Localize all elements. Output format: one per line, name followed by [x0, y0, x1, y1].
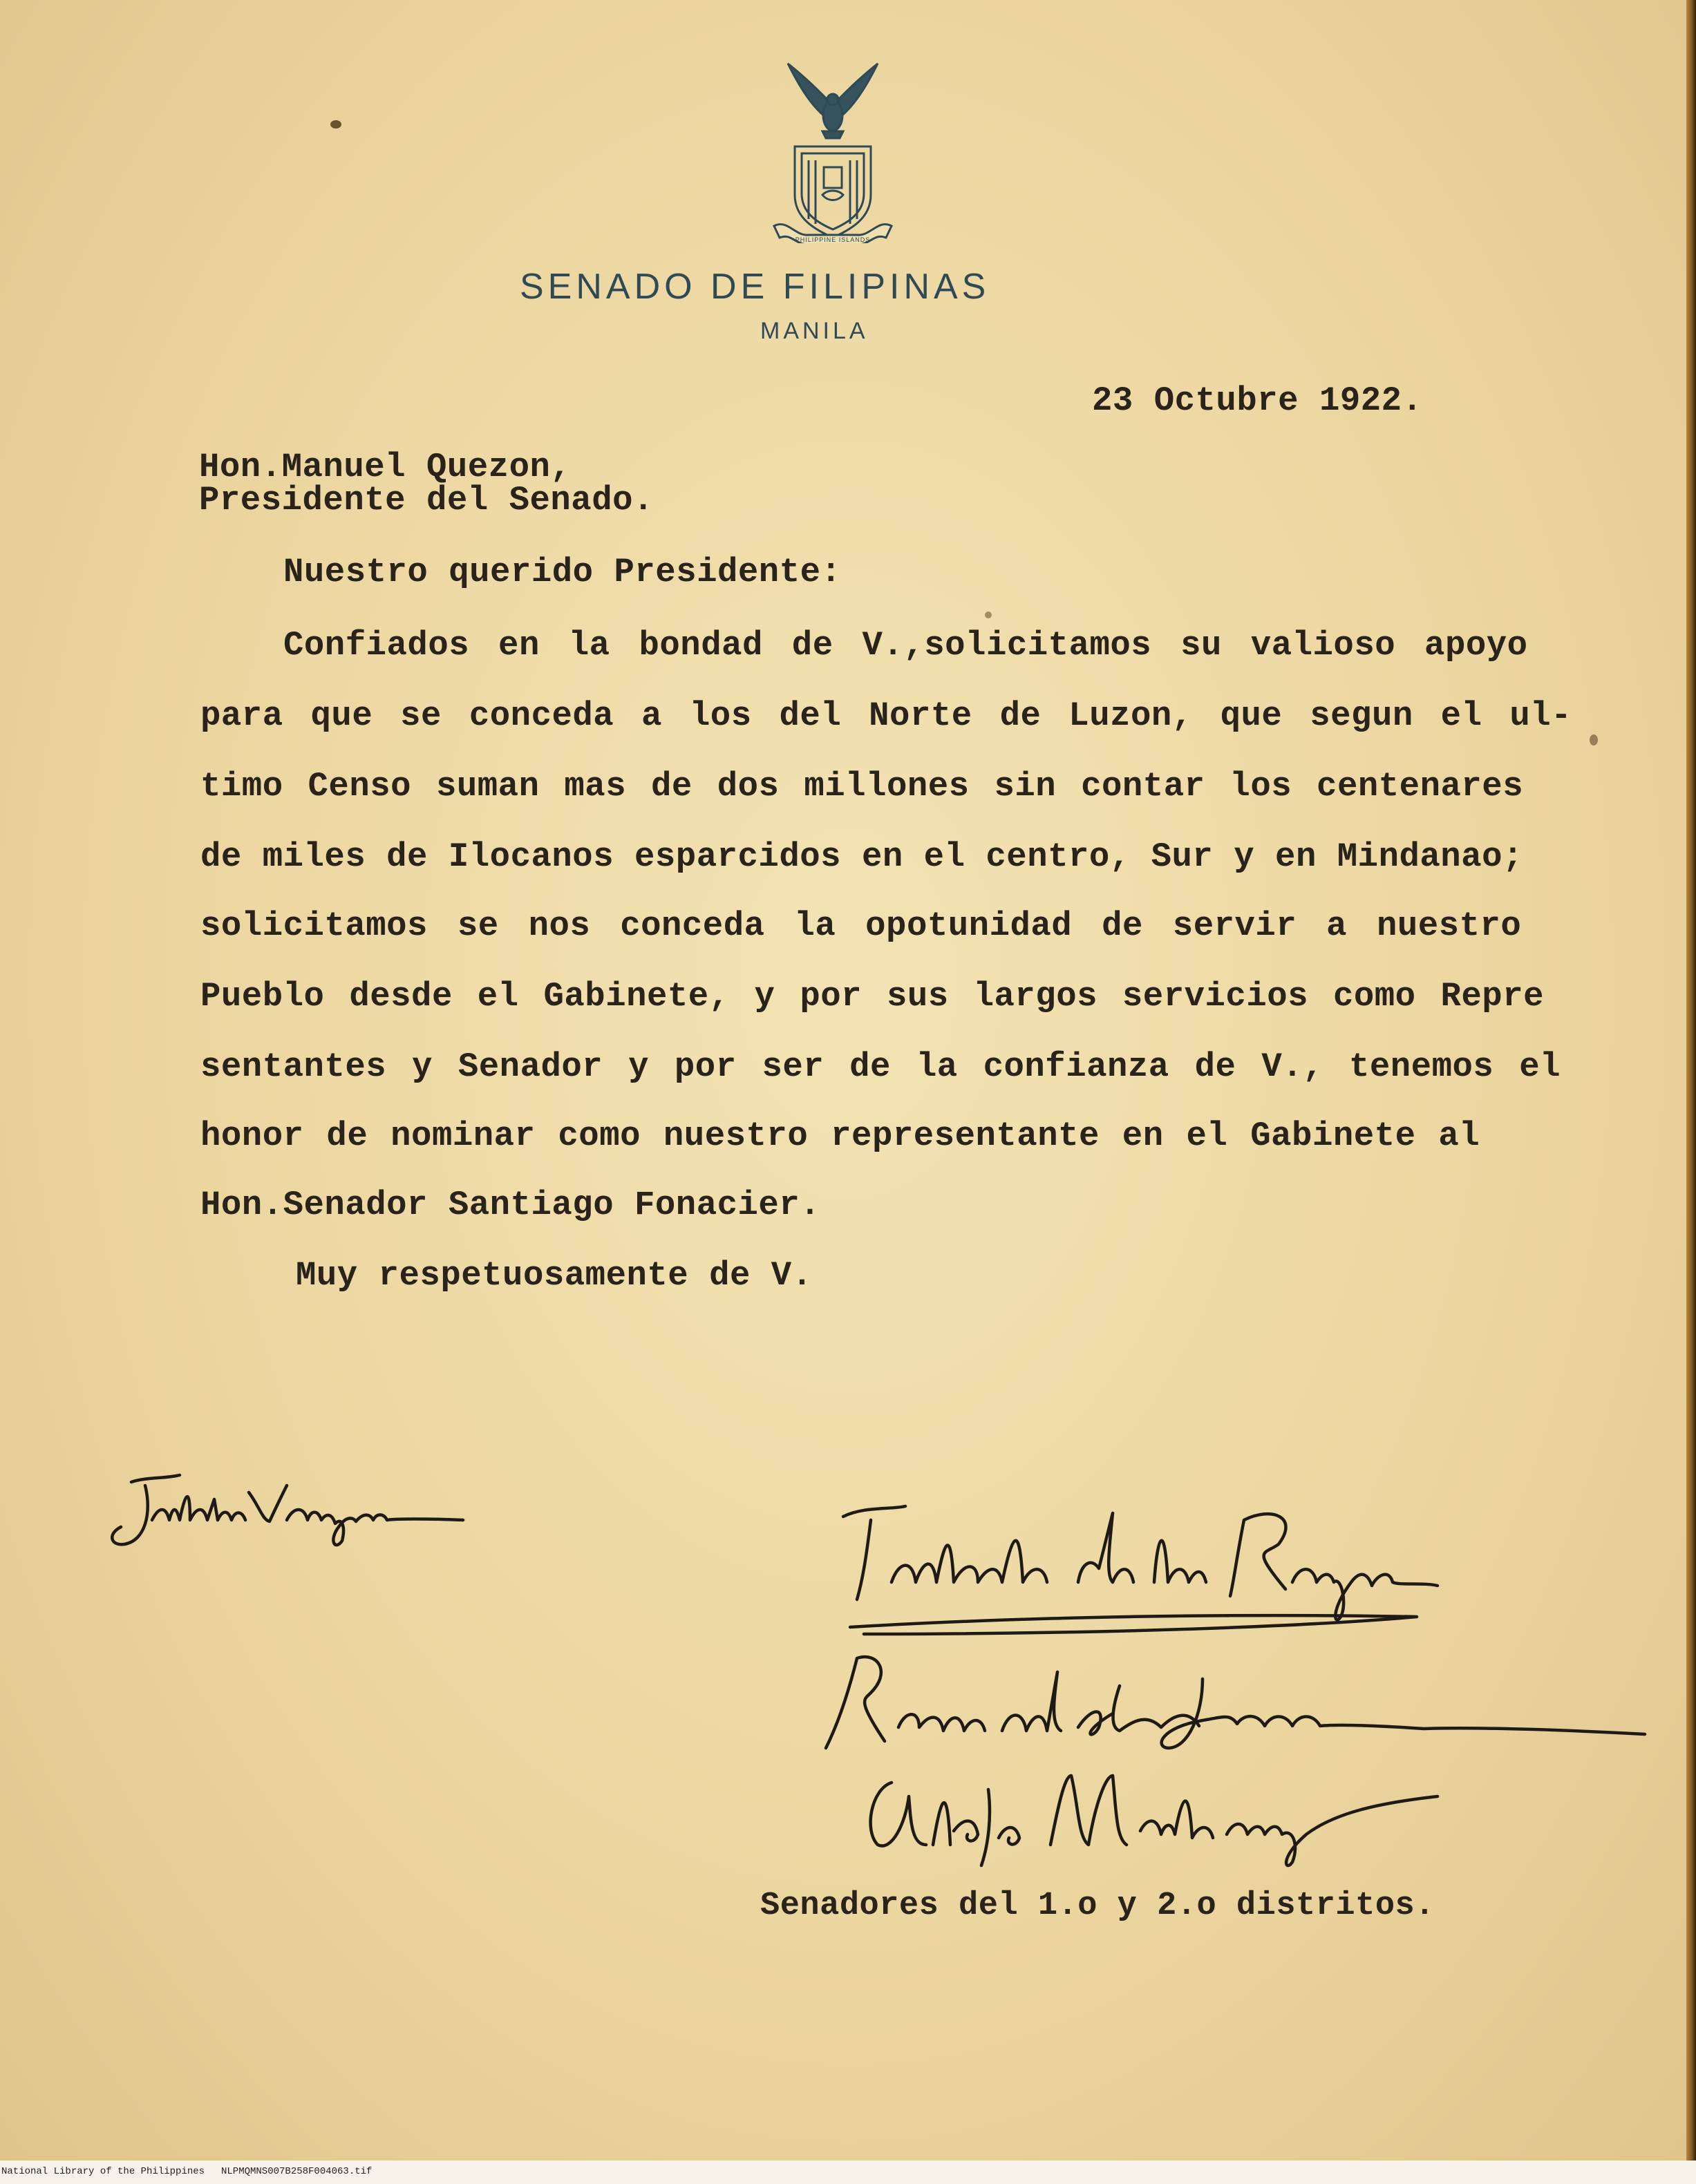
body-line: Hon.Senador Santiago Fonacier. — [200, 1186, 821, 1224]
body-line: para que se conceda a los del Norte de Luzon, que segun el ul- — [200, 696, 1572, 735]
senate-seal-emblem — [767, 57, 898, 243]
body-line: de miles de Ilocanos esparcidos en el centro, Sur y en Mindanao; — [200, 837, 1523, 876]
signature-alejo-mabanag — [850, 1748, 1472, 1872]
letterhead-institution: SENADO DE FILIPINAS — [520, 267, 990, 307]
signatories-caption: Senadores del 1.o y 2.o distritos. — [760, 1888, 1435, 1924]
closing: Muy respetuosamente de V. — [296, 1256, 813, 1295]
body-line: Confiados en la bondad de V.,solicitamos su valioso apoyo — [283, 626, 1528, 665]
signature-valentino-vergara — [104, 1465, 477, 1561]
body-line: timo Censo suman mas de dos millones sin contar los centenares — [200, 767, 1524, 806]
scan-edge — [1686, 0, 1696, 2184]
addressee-title: Presidente del Senado. — [199, 481, 654, 520]
footer-filename: NLPMQMNS007B258F004063.tif — [221, 2166, 373, 2177]
addressee-name: Hon.Manuel Quezon, — [199, 448, 572, 486]
letterhead-city: MANILA — [760, 318, 869, 344]
salutation: Nuestro querido Presidente: — [283, 553, 842, 591]
ink-spot — [985, 611, 992, 618]
signature-renato-de-guzman — [816, 1644, 1659, 1755]
ink-spot — [330, 120, 341, 129]
scan-footer — [0, 2161, 1696, 2184]
seal-motto: PHILIPPINE ISLANDS — [795, 236, 871, 243]
footer-source: National Library of the Philippines — [1, 2166, 205, 2177]
body-line: sentantes y Senador y por ser de la confianza de V., tenemos el — [200, 1047, 1561, 1086]
body-line: solicitamos se nos conceda la opotunidad de servir a nuestro — [200, 906, 1522, 945]
body-line: honor de nominar como nuestro representante en el Gabinete al — [200, 1117, 1480, 1155]
ink-spot — [1590, 734, 1598, 746]
letter-date: 23 Octubre 1922. — [1092, 381, 1423, 420]
body-line: Pueblo desde el Gabinete, y por sus largos servicios como Repre — [200, 977, 1545, 1016]
signature-isabelo-de-los-reyes — [816, 1479, 1493, 1651]
